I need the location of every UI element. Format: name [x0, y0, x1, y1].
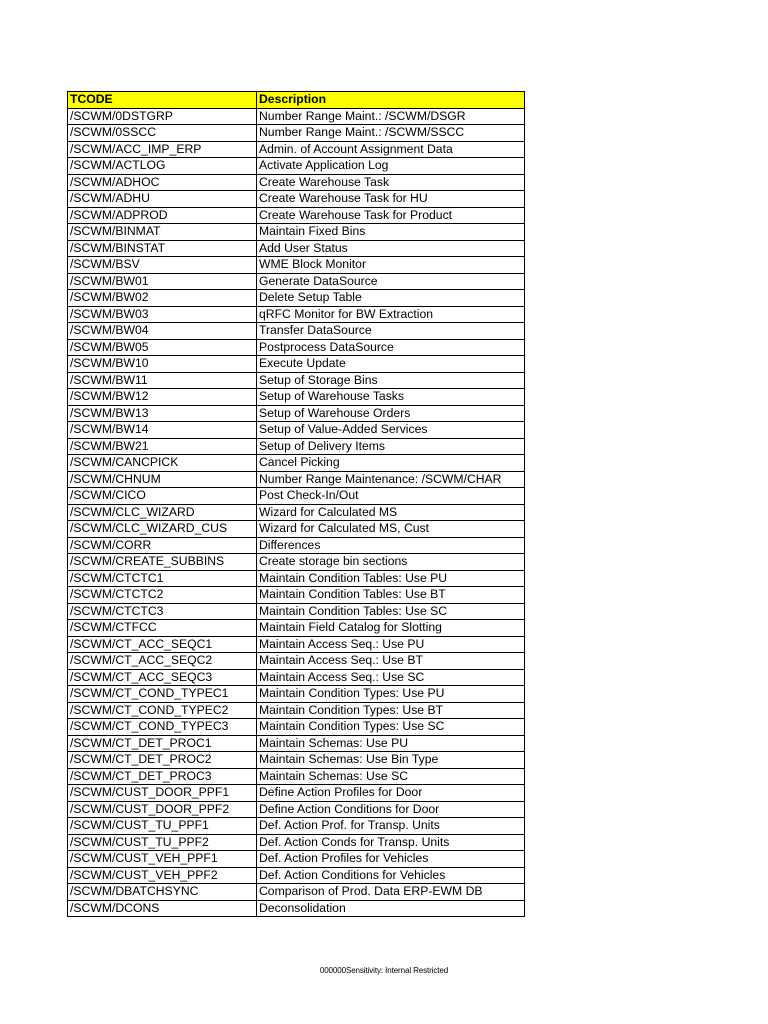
description-cell: Admin. of Account Assignment Data: [257, 141, 525, 158]
table-row: [68, 356, 525, 373]
description-cell: Maintain Schemas: Use PU: [257, 735, 525, 752]
tcode-cell: /SCWM/ADHOC: [68, 174, 257, 191]
table-row: [68, 191, 525, 208]
description-cell: Wizard for Calculated MS, Cust: [257, 521, 525, 538]
description-cell: Differences: [257, 537, 525, 554]
tcode-cell: /SCWM/ADHU: [68, 191, 257, 208]
description-cell: Number Range Maintenance: /SCWM/CHAR: [257, 471, 525, 488]
description-cell: Maintain Condition Types: Use SC: [257, 719, 525, 736]
tcode-cell: /SCWM/DBATCHSYNC: [68, 884, 257, 901]
tcode-cell: /SCWM/CHNUM: [68, 471, 257, 488]
tcode-cell: /SCWM/BW10: [68, 356, 257, 373]
table-row: [68, 290, 525, 307]
table-row: [68, 422, 525, 439]
tcode-cell: /SCWM/ADPROD: [68, 207, 257, 224]
description-cell: Activate Application Log: [257, 158, 525, 175]
table-body: [68, 108, 525, 917]
tcode-cell: /SCWM/CLC_WIZARD_CUS: [68, 521, 257, 538]
table-row: [68, 620, 525, 637]
tcode-cell: /SCWM/ACTLOG: [68, 158, 257, 175]
tcode-cell: /SCWM/BW05: [68, 339, 257, 356]
tcode-cell: /SCWM/DCONS: [68, 900, 257, 917]
table-row: [68, 653, 525, 670]
description-cell: Create Warehouse Task for Product: [257, 207, 525, 224]
table-row: [68, 141, 525, 158]
tcode-cell: /SCWM/BW04: [68, 323, 257, 340]
description-cell: Maintain Access Seq.: Use BT: [257, 653, 525, 670]
table-row: [68, 785, 525, 802]
table-row: [68, 834, 525, 851]
tcode-cell: /SCWM/CUST_VEH_PPF1: [68, 851, 257, 868]
description-cell: Add User Status: [257, 240, 525, 257]
table-row: [68, 521, 525, 538]
tcode-cell: /SCWM/CT_COND_TYPEC1: [68, 686, 257, 703]
tcode-cell: /SCWM/BW13: [68, 405, 257, 422]
description-cell: Maintain Condition Tables: Use PU: [257, 570, 525, 587]
table-row: [68, 158, 525, 175]
tcode-cell: /SCWM/BW14: [68, 422, 257, 439]
tcode-cell: /SCWM/CICO: [68, 488, 257, 505]
table-row: [68, 405, 525, 422]
tcode-cell: /SCWM/CTCTC2: [68, 587, 257, 604]
tcode-cell: /SCWM/CANCPICK: [68, 455, 257, 472]
description-cell: Setup of Storage Bins: [257, 372, 525, 389]
table-row: [68, 884, 525, 901]
description-cell: Create Warehouse Task for HU: [257, 191, 525, 208]
sensitivity-footer: 000000Sensitivity: Internal Restricted: [319, 966, 449, 975]
table-row: [68, 174, 525, 191]
description-cell: Execute Update: [257, 356, 525, 373]
description-cell: Setup of Delivery Items: [257, 438, 525, 455]
table-row: [68, 900, 525, 917]
tcode-cell: /SCWM/CT_DET_PROC2: [68, 752, 257, 769]
tcode-cell: /SCWM/CUST_TU_PPF1: [68, 818, 257, 835]
tcode-cell: /SCWM/CUST_DOOR_PPF2: [68, 801, 257, 818]
description-cell: Post Check-In/Out: [257, 488, 525, 505]
tcode-cell: /SCWM/CT_COND_TYPEC2: [68, 702, 257, 719]
description-cell: Define Action Profiles for Door: [257, 785, 525, 802]
description-cell: Number Range Maint.: /SCWM/SSCC: [257, 125, 525, 142]
table-row: [68, 636, 525, 653]
description-cell: WME Block Monitor: [257, 257, 525, 274]
table-row: [68, 455, 525, 472]
tcode-table: [67, 91, 525, 917]
tcode-cell: /SCWM/BW11: [68, 372, 257, 389]
table-row: [68, 752, 525, 769]
tcode-cell: /SCWM/BINSTAT: [68, 240, 257, 257]
description-cell: Maintain Schemas: Use Bin Type: [257, 752, 525, 769]
tcode-cell: /SCWM/CT_ACC_SEQC3: [68, 669, 257, 686]
description-cell: Maintain Fixed Bins: [257, 224, 525, 241]
tcode-cell: /SCWM/BW02: [68, 290, 257, 307]
tcode-cell: /SCWM/BW03: [68, 306, 257, 323]
table-row: [68, 323, 525, 340]
tcode-cell: /SCWM/CT_COND_TYPEC3: [68, 719, 257, 736]
description-cell: Maintain Schemas: Use SC: [257, 768, 525, 785]
table-row: [68, 818, 525, 835]
tcode-cell: /SCWM/0SSCC: [68, 125, 257, 142]
table-row: [68, 389, 525, 406]
table-row: [68, 851, 525, 868]
description-cell: Maintain Field Catalog for Slotting: [257, 620, 525, 637]
description-cell: Setup of Value-Added Services: [257, 422, 525, 439]
description-cell: Comparison of Prod. Data ERP-EWM DB: [257, 884, 525, 901]
tcode-cell: /SCWM/CT_DET_PROC3: [68, 768, 257, 785]
tcode-cell: /SCWM/BW12: [68, 389, 257, 406]
table-row: [68, 702, 525, 719]
tcode-cell: /SCWM/CT_DET_PROC1: [68, 735, 257, 752]
table-row: [68, 686, 525, 703]
description-cell: Maintain Condition Types: Use BT: [257, 702, 525, 719]
tcode-cell: /SCWM/ACC_IMP_ERP: [68, 141, 257, 158]
tcode-cell: /SCWM/0DSTGRP: [68, 108, 257, 125]
tcode-cell: /SCWM/CTCTC1: [68, 570, 257, 587]
description-cell: Wizard for Calculated MS: [257, 504, 525, 521]
tcode-cell: /SCWM/CTCTC3: [68, 603, 257, 620]
header-description: Description: [257, 92, 525, 109]
table-row: [68, 801, 525, 818]
description-cell: Def. Action Conditions for Vehicles: [257, 867, 525, 884]
description-cell: Number Range Maint.: /SCWM/DSGR: [257, 108, 525, 125]
description-cell: Maintain Condition Types: Use PU: [257, 686, 525, 703]
tcode-cell: /SCWM/CUST_VEH_PPF2: [68, 867, 257, 884]
table-row: [68, 554, 525, 571]
table-row: [68, 768, 525, 785]
description-cell: Maintain Access Seq.: Use SC: [257, 669, 525, 686]
description-cell: Maintain Condition Tables: Use BT: [257, 587, 525, 604]
description-cell: Def. Action Prof. for Transp. Units: [257, 818, 525, 835]
header-tcode: TCODE: [68, 92, 257, 109]
table-row: [68, 339, 525, 356]
tcode-cell: /SCWM/CORR: [68, 537, 257, 554]
tcode-cell: /SCWM/BW01: [68, 273, 257, 290]
table-row: [68, 207, 525, 224]
description-cell: Maintain Access Seq.: Use PU: [257, 636, 525, 653]
table-row: [68, 719, 525, 736]
table-row: [68, 240, 525, 257]
description-cell: Deconsolidation: [257, 900, 525, 917]
description-cell: Create Warehouse Task: [257, 174, 525, 191]
table-row: [68, 603, 525, 620]
table-row: [68, 537, 525, 554]
tcode-cell: /SCWM/CT_ACC_SEQC1: [68, 636, 257, 653]
table-row: [68, 867, 525, 884]
description-cell: Maintain Condition Tables: Use SC: [257, 603, 525, 620]
description-cell: Def. Action Profiles for Vehicles: [257, 851, 525, 868]
table-row: [68, 488, 525, 505]
table-row: [68, 570, 525, 587]
table-row: [68, 504, 525, 521]
description-cell: qRFC Monitor for BW Extraction: [257, 306, 525, 323]
table-row: [68, 669, 525, 686]
tcode-cell: /SCWM/CUST_TU_PPF2: [68, 834, 257, 851]
table-row: [68, 125, 525, 142]
table-row: [68, 257, 525, 274]
table-header-row: [68, 92, 525, 109]
description-cell: Setup of Warehouse Tasks: [257, 389, 525, 406]
description-cell: Postprocess DataSource: [257, 339, 525, 356]
table-row: [68, 108, 525, 125]
table-row: [68, 587, 525, 604]
tcode-cell: /SCWM/CT_ACC_SEQC2: [68, 653, 257, 670]
tcode-cell: /SCWM/CREATE_SUBBINS: [68, 554, 257, 571]
description-cell: Def. Action Conds for Transp. Units: [257, 834, 525, 851]
table-row: [68, 306, 525, 323]
tcode-cell: /SCWM/CLC_WIZARD: [68, 504, 257, 521]
table-row: [68, 471, 525, 488]
table-row: [68, 273, 525, 290]
tcode-cell: /SCWM/BW21: [68, 438, 257, 455]
table-row: [68, 372, 525, 389]
table-row: [68, 438, 525, 455]
table-row: [68, 735, 525, 752]
description-cell: Delete Setup Table: [257, 290, 525, 307]
table-row: [68, 224, 525, 241]
description-cell: Create storage bin sections: [257, 554, 525, 571]
description-cell: Setup of Warehouse Orders: [257, 405, 525, 422]
description-cell: Transfer DataSource: [257, 323, 525, 340]
description-cell: Generate DataSource: [257, 273, 525, 290]
tcode-cell: /SCWM/CTFCC: [68, 620, 257, 637]
tcode-cell: /SCWM/CUST_DOOR_PPF1: [68, 785, 257, 802]
tcode-cell: /SCWM/BINMAT: [68, 224, 257, 241]
description-cell: Define Action Conditions for Door: [257, 801, 525, 818]
tcode-cell: /SCWM/BSV: [68, 257, 257, 274]
description-cell: Cancel Picking: [257, 455, 525, 472]
